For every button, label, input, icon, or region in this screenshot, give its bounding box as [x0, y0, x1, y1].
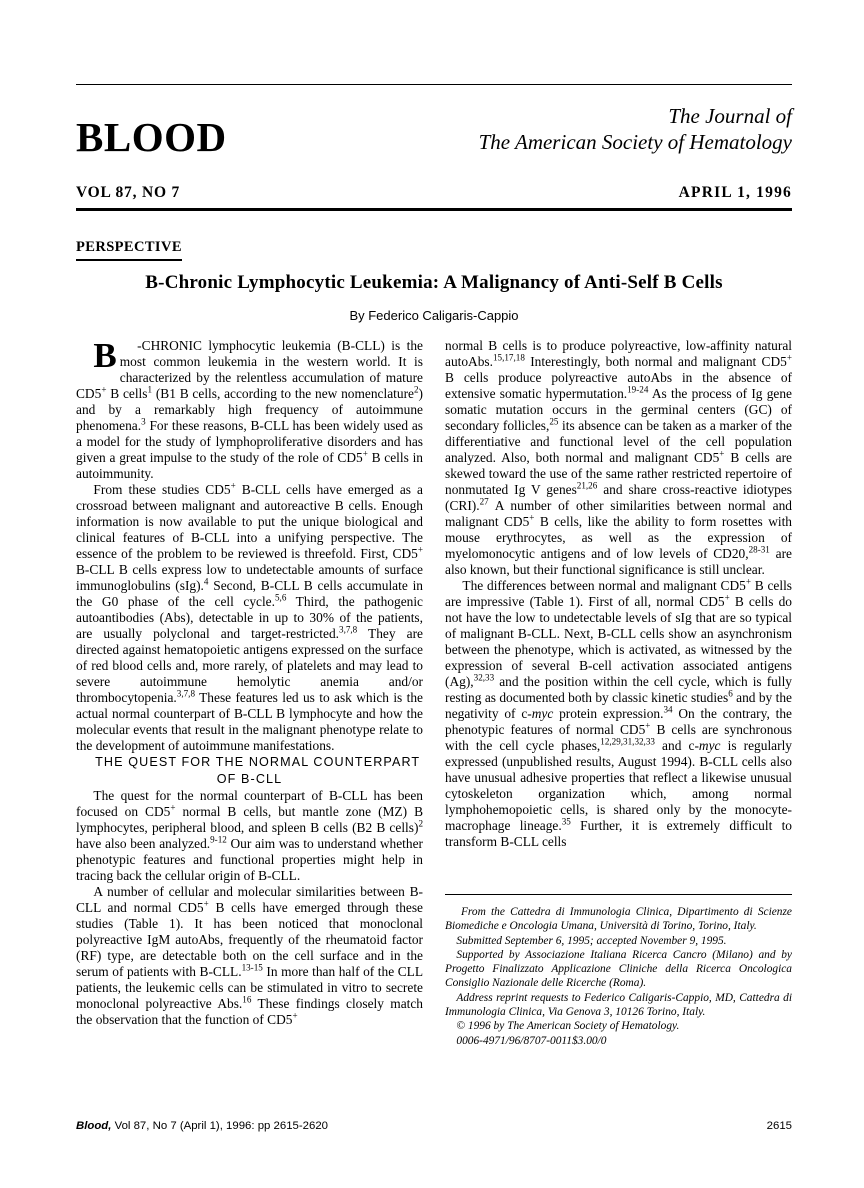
section-heading [76, 754, 423, 788]
footnote-submitted: Submitted September 6, 1995; accepted November 9, 1995. [456, 934, 727, 947]
section-label-wrap [76, 238, 792, 261]
journal-subtitle-line1: The Journal of [668, 104, 792, 128]
footnote-support: Supported by Associazione Italiana Ricerca Cancro (Milano) and by Progetto Finalizzato Applicazione Cliniche della Ricerca Oncologica Consiglio Nazionale delle Ricerche (Roma). [445, 948, 792, 990]
section-heading-line1: THE QUEST FOR THE NORMAL COUNTERPART [95, 755, 421, 769]
footnote-address: Address reprint requests to Federico Caligaris-Cappio, MD, Cattedra di Immunologia Clinica, Via Genova 3, 10126 Torino, Italy. [445, 991, 792, 1019]
footnote-rule [445, 894, 792, 895]
paragraph-4: A number of cellular and molecular similarities between B-CLL and normal CD5+ B cells have emerged through these studies (Table 1). It has been noticed that monoclonal polyreactive IgM autoAbs, frequently of the rheumatoid factor (RF) type, are detectable both on the cell surface and in the serum of patients with B-CLL.$^{13-15}$ In more than half of the CLL patients, the leukemic cells can be stimulated in vitro to secrete monoclonal polyreactive Abs.$^{16}$ These findings closely match the observation that the function of CD5+ [76, 884, 424, 1027]
byline: By Federico Caligaris-Cappio [349, 308, 519, 323]
journal-subtitle-line2: The American Society of Hematology [478, 130, 792, 155]
masthead-row [76, 103, 792, 158]
journal-logo: BLOOD [76, 114, 227, 160]
body-column-left [76, 338, 423, 1028]
masthead-top-rule [76, 84, 792, 85]
masthead-bottom-rule [76, 208, 792, 211]
volume-issue: VOL 87, NO 7 [76, 184, 181, 201]
masthead [76, 84, 792, 211]
section-label: PERSPECTIVE [76, 239, 182, 261]
body-column-right [445, 338, 792, 850]
footer-citation-journal: Blood, [76, 1120, 112, 1132]
paragraph-6: The differences between normal and malignant CD5+ B cells are impressive (Table 1). First of all, normal CD5+ B cells do not have the low to undetectable levels of sIg that are so typical of malignant B-CLL. Next, B-CLL cells show an asynchronism between the phenotype, which is activated, as witnessed by the expression of several B-cell activation associated antigens (Ag),$^{32,33}$ and the position within the cell cycle, which is fully resting as documented both by classic kinetic studies$^6$ and by the negativity of c-myc protein expression.$^{34}$ On the contrary, the phenotypic features of normal CD5+ B cells are synchronous with the cell cycle phases,$^{12,29,31,32,33}$ and c-myc is regularly expressed (unpublished results, August 1994). B-CLL cells also have unusual adhesive properties that reflect a likewise unusual cytoskeleton organization which, among normal lymphohemopoietic cells, is shared only by the monocyte-macrophage lineage.$^{35}$ Further, it is extremely difficult to transform B-CLL cells [445, 576, 793, 849]
volume-date-row [76, 184, 792, 202]
footer-citation-rest: Vol 87, No 7 (April 1), 1996: pp 2615-2620 [111, 1120, 329, 1132]
page-number: 2615 [766, 1120, 792, 1132]
journal-subtitle [479, 103, 792, 157]
page-title: B-Chronic Lymphocytic Leukemia: A Malignancy of Anti-Self B Cells [145, 272, 723, 293]
section-heading-line2: OF B-CLL [216, 772, 283, 786]
paragraph-5: normal B cells is to produce polyreactive, low-affinity natural autoAbs.$^{15,17,18}$ Interestingly, both normal and malignant CD5+ B cells produce polyreactive autoAbs in the absence of extensive somatic hypermutation.$^{19-24}$ As the process of Ig gene somatic mutation occurs in the germinal centers (GC) of secondary follicles,$^{25}$ its absence can be taken as a marker of the differentiative and functional level of the cell population analyzed. Also, both normal and malignant CD5+ B cells are skewed toward the use of the same rather restricted repertoire of nonmutated Ig V genes$^{21,26}$ and share cross-reactive idiotypes (CRI).$^{27}$ A number of other similarities between normal and malignant CD5+ B cells, like the ability to form rosettes with mouse erythrocytes, as well as the expression of myelomonocytic antigens and of low levels of CD20,$^{28-31}$ are also known, but their functional significance is still unclear. [445, 338, 792, 577]
footnote-issn-code: 0006-4971/96/8707-0011$3.00/0 [456, 1034, 607, 1047]
issue-date: APRIL 1, 1996 [678, 184, 792, 201]
footer-citation [76, 1120, 328, 1132]
footnote-copyright: © 1996 by The American Society of Hematology. [456, 1020, 680, 1033]
page-footer [76, 1120, 792, 1132]
paragraph-3: The quest for the normal counterpart of B-CLL has been focused on CD5+ normal B cells, but mantle zone (MZ) B lymphocytes, peripheral blood, and spleen B cells (B2 B cells)$^2$ have also been analyzed.$^{9-12}$ Our aim was to understand whether phenotypic features and functional properties might help in tracing back the cellular origin of B-CLL. [76, 788, 424, 883]
footnote-block [445, 894, 792, 1048]
paragraph-intro [76, 338, 423, 482]
footnote-affiliation: From the Cattedra di Immunologia Clinica, Dipartimento di Scienze Biomediche e Oncologia Umana, Università di Torino, Torino, Italy. [445, 906, 792, 933]
paragraph-2: From these studies CD5+ B-CLL cells have emerged as a crossroad between malignant and autoreactive B cells. Enough information is now available to put the unique biological and clinical features of B-CLL into a unifying perspective. The essence of the problem to be reviewed is threefold. First, CD5+ B-CLL B cells express low to undetectable amounts of surface immunoglobulins (sIg).$^4$ Second, B-CLL B cells accumulate in the G0 phase of the cell cycle.$^{5,6}$ Third, the pathogenic autoantibodies (Abs), detectable in up to 30% of the patients, are usually polyclonal and target-restricted.$^{3,7,8}$ They are directed against hematopoietic antigens expressed on the surface of red blood cells and, more rarely, of platelets and may lead to severe autoimmune hemolytic anemia and/or thrombocytopenia.$^{3,7,8}$ These features led us to ask which is the actual normal counterpart of B-CLL B lymphocyte and how the molecular events that result in the malignant phenotype relate to the development of autoimmune manifestations. [76, 480, 423, 753]
paragraph-intro-text: -CHRONIC lymphocytic leukemia (B-CLL) is the most common leukemia in the western world. It is characterized by the relentless accumulation of mature CD5+ B cells$^1$ (B1 B cells, according to the new nomenclature$^2$) and by a remarkably high frequency of autoimmune phenomena.$^3$ For these reasons, B-CLL has been widely used as a model for the study of lymphoproliferative disorders and has given a great impulse to the study of the role of CD5+ B cells in autoimmunity. [76, 338, 423, 481]
drop-cap: B [93, 336, 117, 375]
